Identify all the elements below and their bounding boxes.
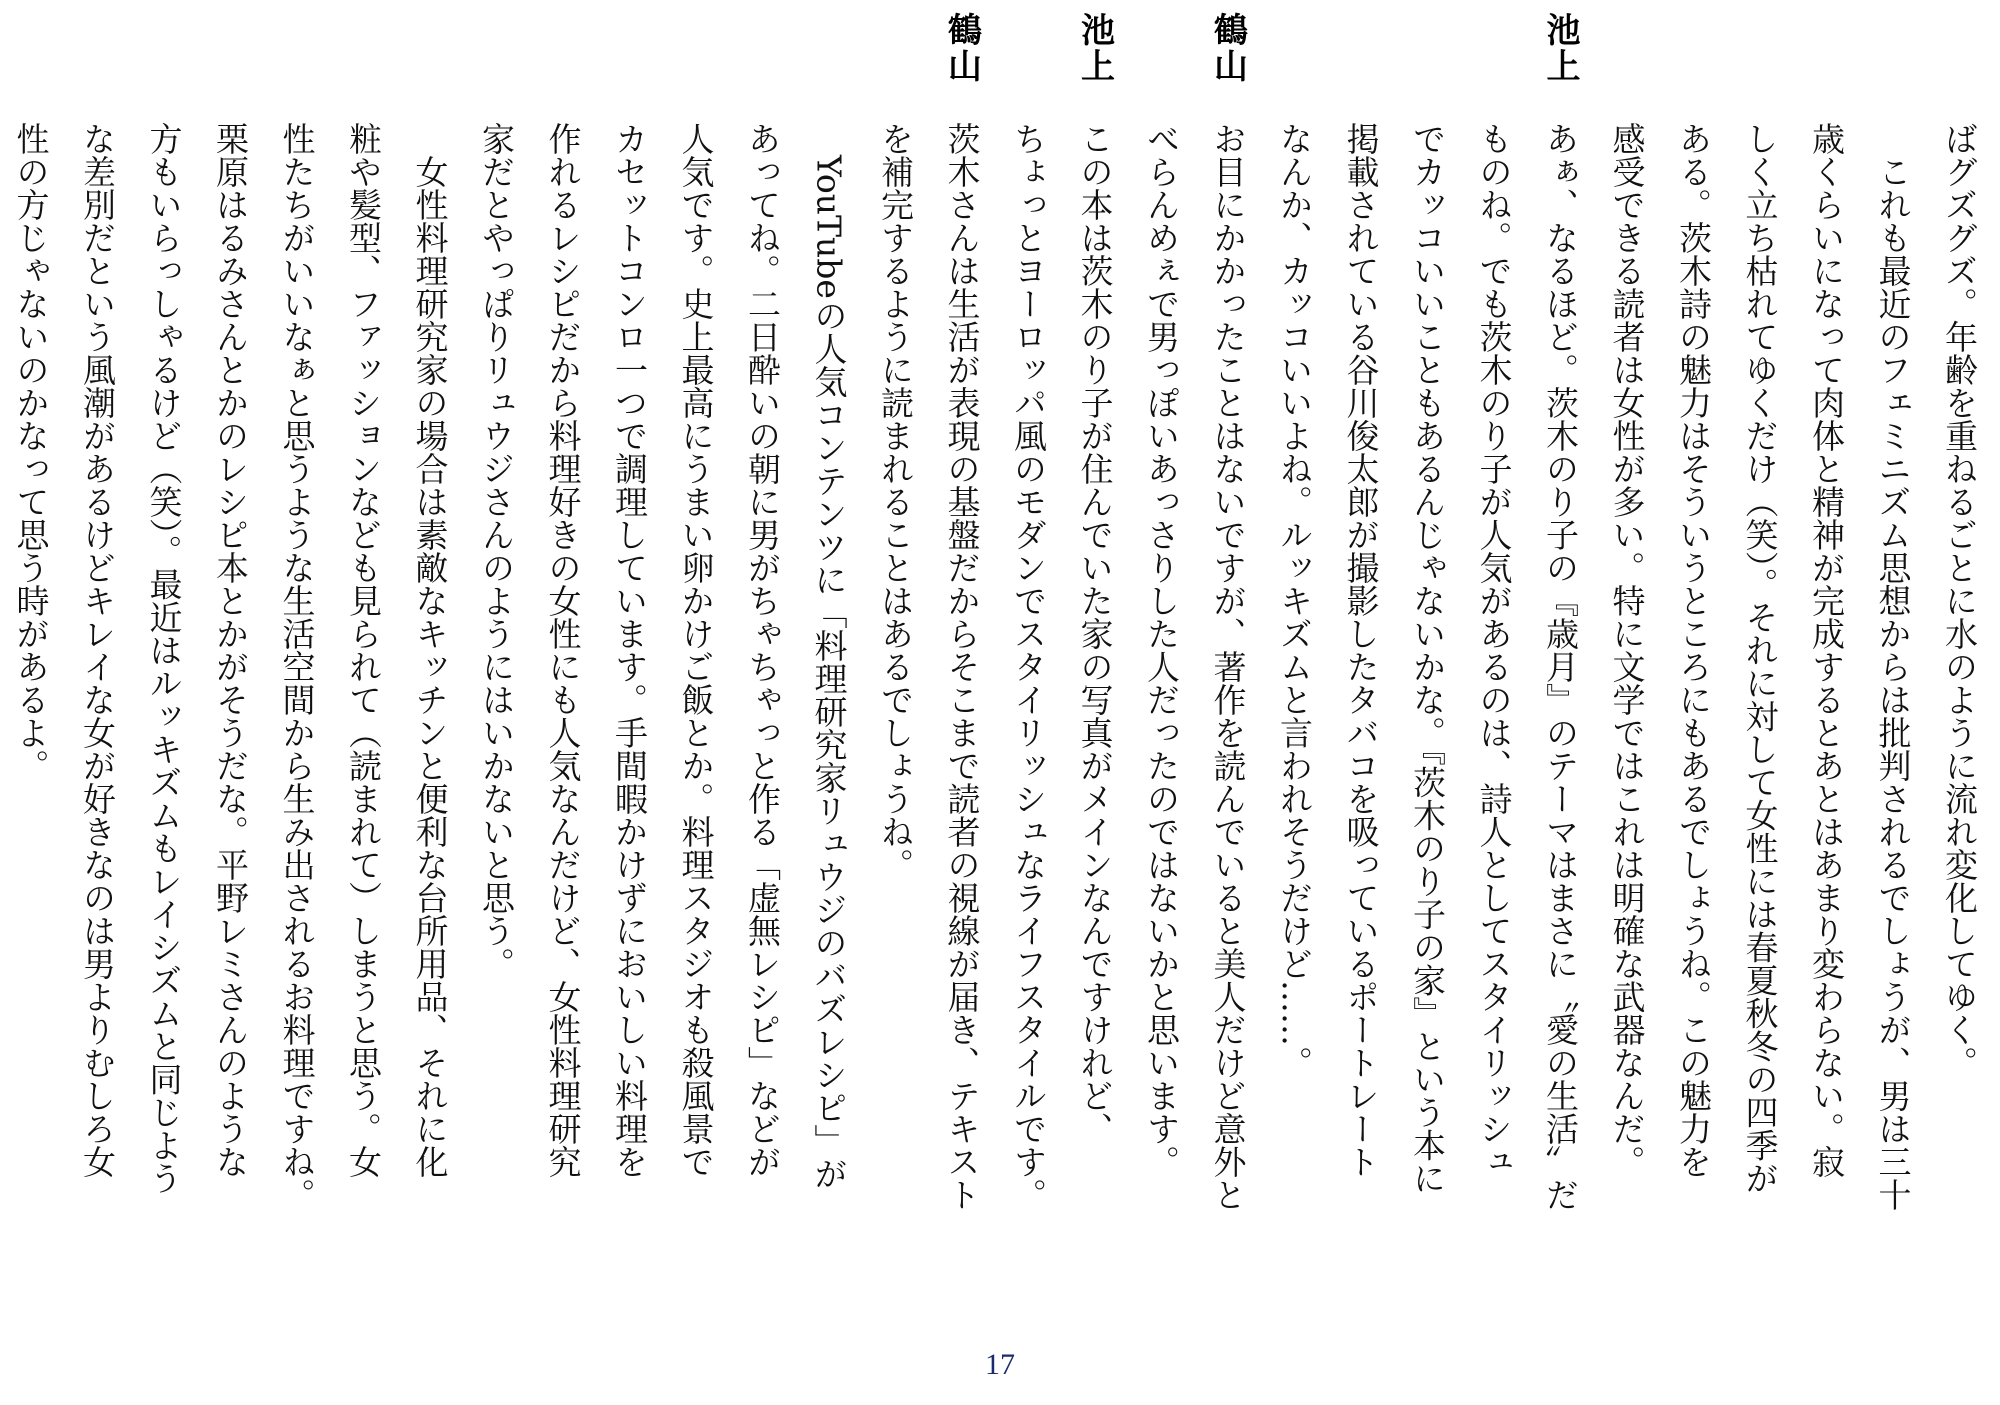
line-text: 茨木さんは生活が表現の基盤だからそこまで読者の視線が届き、テキスト bbox=[942, 122, 982, 1211]
text-line bbox=[8, 12, 64, 1342]
line-text: ものね。でも茨木のり子が人気があるのは、詩人としてスタイリッシュ bbox=[1474, 122, 1514, 1178]
line-text: 方もいらっしゃるけど（笑）。最近はルッキズムもレイシズムと同じよう bbox=[144, 122, 184, 1195]
text-line bbox=[463, 12, 530, 1342]
line-text: ばグズグズ。年齢を重ねるごとに水のように流れ変化してゆく。 bbox=[1940, 122, 1979, 1079]
line-text: 歳くらいになって肉体と精神が完成するとあとはあまり変わらない。寂 bbox=[1807, 122, 1846, 1178]
text-line bbox=[596, 12, 663, 1342]
line-text: あぁ、なるほど。茨木のり子の『歳月』のテーマはまさに〝愛の生活〟だ bbox=[1541, 122, 1580, 1211]
line-text: 性たちがいいなぁと思うような生活空間から生み出されるお料理ですね。 bbox=[277, 122, 317, 1211]
line-text: 人気です。史上最高にうまい卵かけご飯とか。料理スタジオも殺風景で bbox=[676, 122, 716, 1178]
line-text: 女性料理研究家の場合は素敵なキッチンと便利な台所用品、それに化 bbox=[410, 155, 450, 1178]
text-line bbox=[1460, 12, 1527, 1342]
text-line bbox=[130, 12, 197, 1342]
text-line bbox=[197, 12, 264, 1342]
line-text: な差別だという風潮があるけどキレイな女が好きなのは男よりむしろ女 bbox=[78, 122, 117, 1178]
text-line bbox=[729, 12, 796, 1342]
text-line bbox=[795, 12, 862, 1342]
paragraph-indent bbox=[413, 122, 446, 155]
line-text: 性の方じゃないのかなって思う時があるよ。 bbox=[11, 122, 51, 782]
line-text: ある。茨木詩の魅力はそういうところにもあるでしょうね。この魅力を bbox=[1674, 122, 1713, 1178]
line-text: この本は茨木のり子が住んでいた家の写真がメインなんですけれど、 bbox=[1075, 122, 1115, 1145]
line-text: カセットコンロ一つで調理しています。手間暇かけずにおいしい料理を bbox=[610, 122, 649, 1178]
text-line bbox=[1593, 12, 1660, 1342]
speaker-label: 鶴山 bbox=[1207, 12, 1248, 84]
line-text: 作れるレシピだから料理好きの女性にも人気なんだけど、女性料理研究 bbox=[543, 122, 583, 1178]
paragraph-indent bbox=[812, 122, 845, 155]
text-line bbox=[263, 12, 330, 1342]
text-line bbox=[1394, 12, 1461, 1342]
text-line bbox=[1859, 12, 1926, 1342]
text-line bbox=[64, 12, 131, 1342]
text-line bbox=[1128, 12, 1195, 1342]
line-text: しく立ち枯れてゆくだけ（笑）。それに対して女性には春夏秋冬の四季が bbox=[1740, 122, 1780, 1195]
text-line bbox=[330, 12, 397, 1342]
text-line bbox=[1726, 12, 1793, 1342]
line-text: 粧や髪型、ファッションなども見られて（読まれて）しまうと思う。女 bbox=[344, 122, 383, 1178]
text-line bbox=[662, 12, 729, 1342]
speaker-label: 池上 bbox=[1540, 12, 1580, 84]
text-line bbox=[396, 12, 463, 1342]
speaker-label: 池上 bbox=[1074, 12, 1115, 84]
line-text: でカッコいいこともあるんじゃないかな。『茨木のり子の家』という本に bbox=[1408, 122, 1447, 1195]
line-text: これも最近のフェミニズム思想からは批判されるでしょうが、男は三十 bbox=[1873, 155, 1913, 1211]
text-line bbox=[1793, 12, 1860, 1342]
line-text: YouTubeの人気コンテンツに「料理研究家リュウジのバズレシピ」が bbox=[809, 155, 849, 1190]
line-text: 感受できる読者は女性が多い。特に文学ではこれは明確な武器なんだ。 bbox=[1607, 122, 1647, 1178]
text-line bbox=[1194, 12, 1261, 1342]
line-text: 栗原はるみさんとかのレシピ本とかがそうだな。平野レミさんのような bbox=[211, 122, 250, 1178]
speaker-label: 鶴山 bbox=[941, 12, 982, 84]
text-line bbox=[1527, 12, 1594, 1342]
line-text: ちょっとヨーロッパ風のモダンでスタイリッシュなライフスタイルです。 bbox=[1009, 122, 1048, 1211]
text-line bbox=[1261, 12, 1328, 1342]
vertical-text-body bbox=[8, 12, 1992, 1342]
text-line bbox=[862, 12, 929, 1342]
line-text: なんか、カッコいいよね。ルッキズムと言われそうだけど……。 bbox=[1275, 122, 1314, 1079]
page-number: 17 bbox=[985, 1348, 1015, 1381]
paragraph-indent bbox=[1876, 122, 1909, 155]
text-line bbox=[995, 12, 1062, 1342]
line-text: べらんめぇで男っぽいあっさりした人だったのではないかと思います。 bbox=[1142, 122, 1181, 1178]
text-line bbox=[1926, 12, 1993, 1342]
line-text: 掲載されている谷川俊太郎が撮影したタバコを吸っているポートレート bbox=[1341, 122, 1381, 1178]
text-line bbox=[529, 12, 596, 1342]
text-line bbox=[1061, 12, 1128, 1342]
text-line bbox=[1660, 12, 1727, 1342]
text-line bbox=[1327, 12, 1394, 1342]
text-line bbox=[928, 12, 995, 1342]
line-text: あってね。二日酔いの朝に男がちゃちゃっと作る「虚無レシピ」などが bbox=[743, 122, 782, 1178]
line-text: を補完するように読まれることはあるでしょうね。 bbox=[876, 122, 915, 881]
line-text: 家だとやっぱりリュウジさんのようにはいかないと思う。 bbox=[477, 122, 516, 980]
line-text: お目にかかったことはないですが、著作を読んでいると美人だけど意外と bbox=[1208, 122, 1248, 1211]
